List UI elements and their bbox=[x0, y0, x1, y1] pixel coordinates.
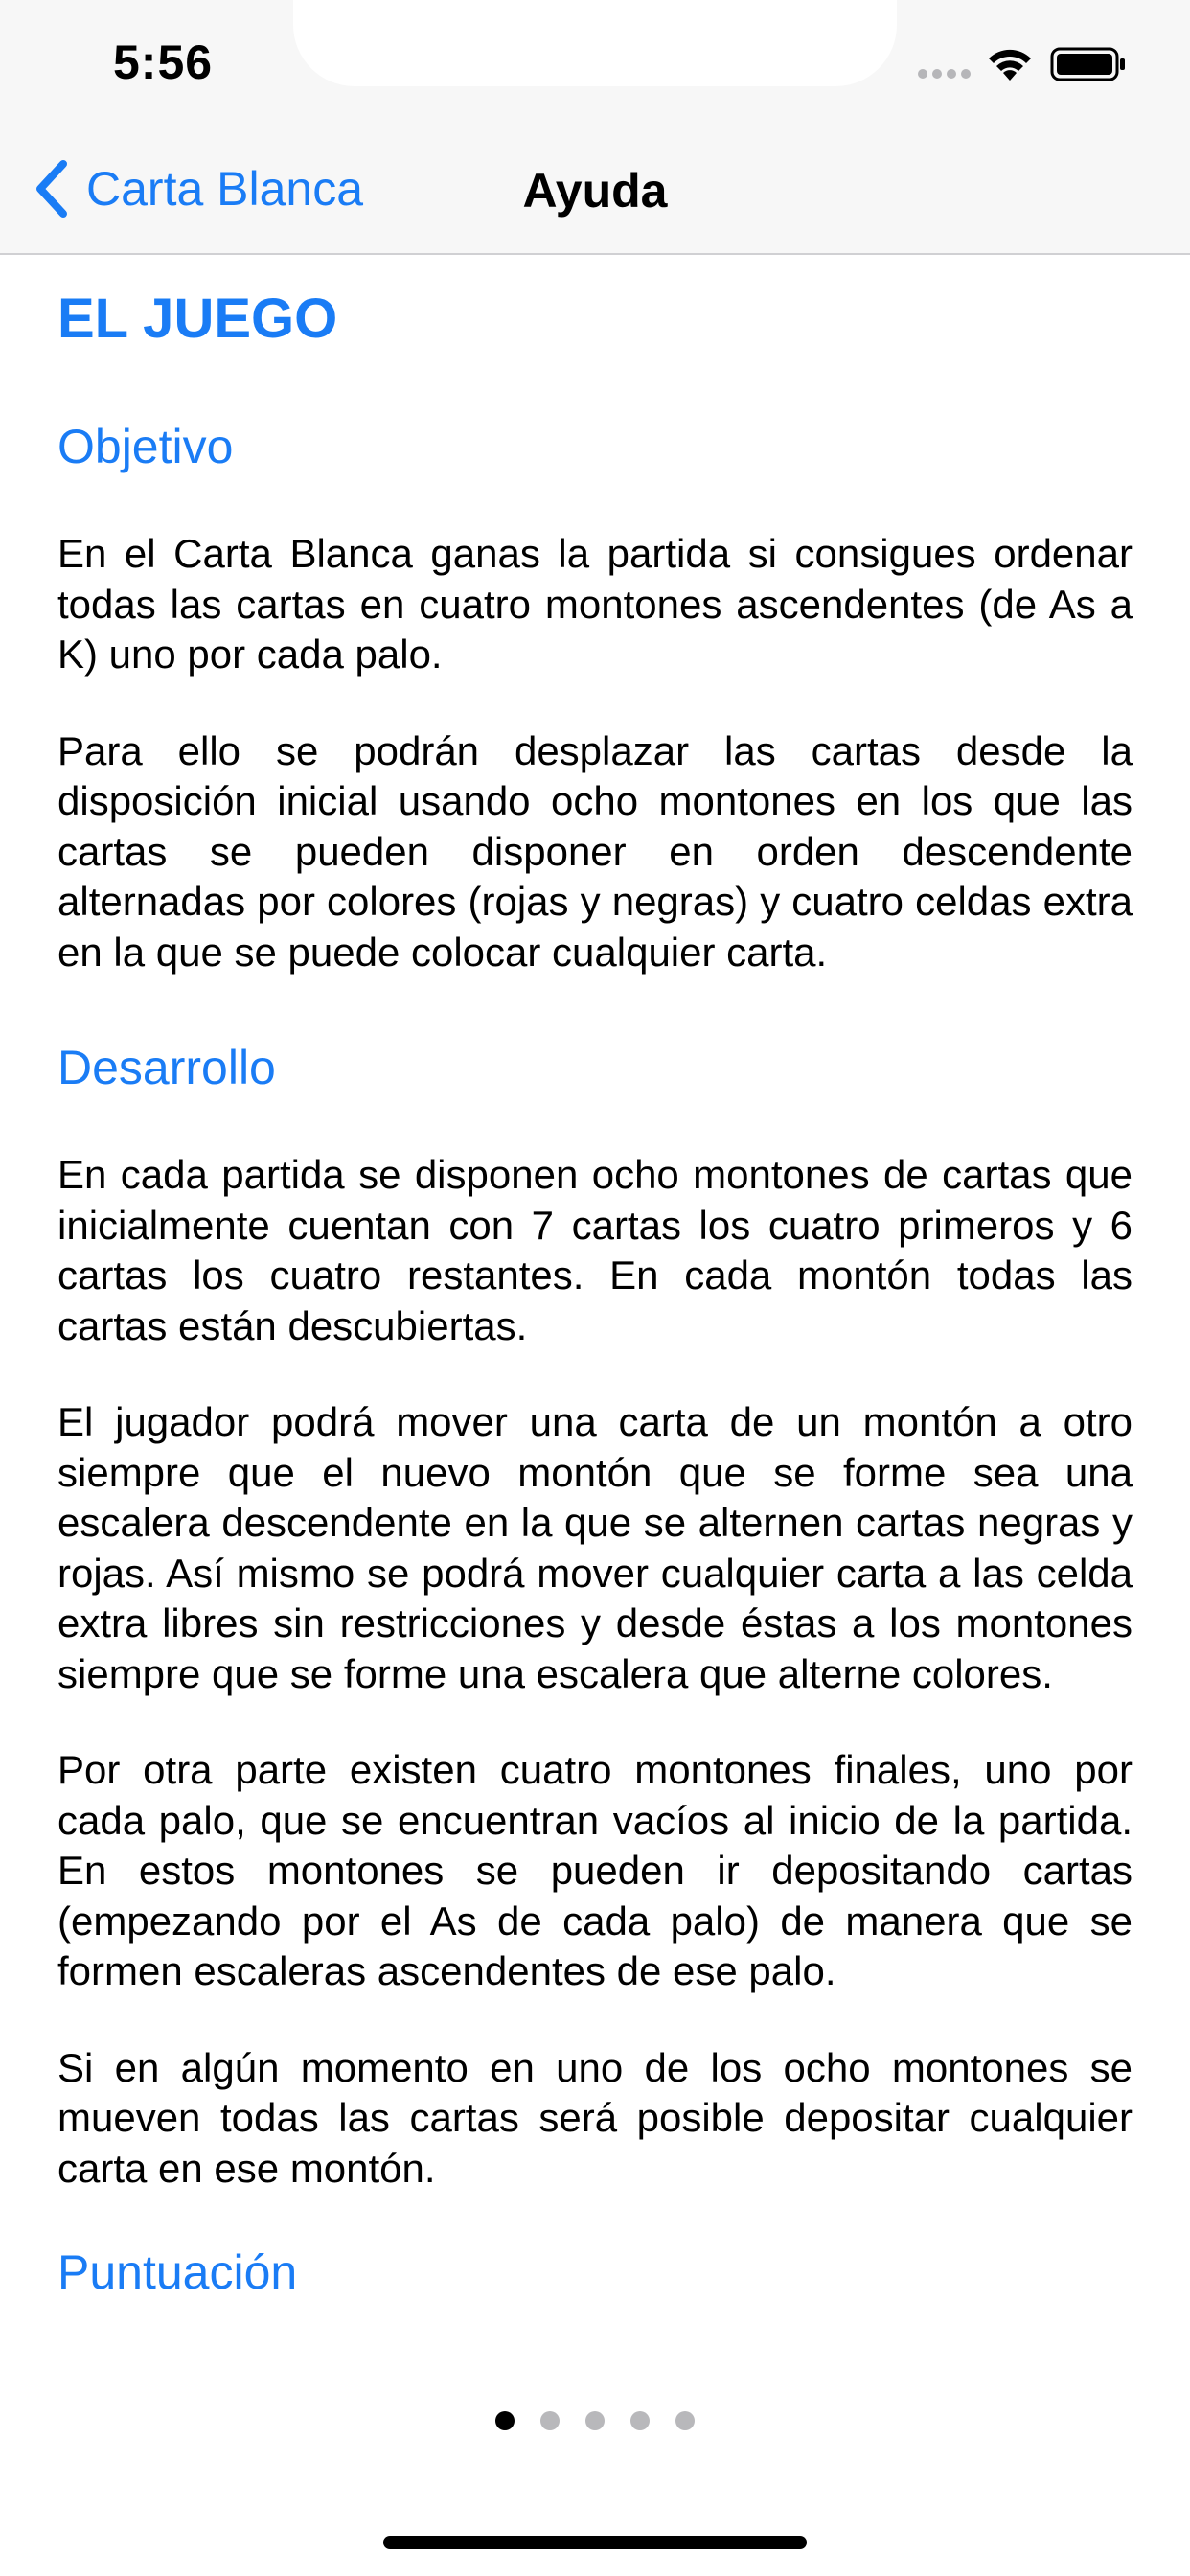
help-content[interactable] bbox=[57, 255, 1133, 2315]
device-notch bbox=[293, 0, 897, 86]
heading-objetivo: Objetivo bbox=[57, 420, 234, 473]
page-control[interactable] bbox=[0, 2411, 1190, 2430]
battery-icon bbox=[1050, 46, 1127, 82]
page-dot-3[interactable] bbox=[585, 2411, 605, 2430]
heading-desarrollo: Desarrollo bbox=[57, 1041, 276, 1094]
page-dot-1[interactable] bbox=[495, 2411, 515, 2430]
navigation-header bbox=[0, 0, 1190, 255]
heading-next-section: Puntuación bbox=[57, 2245, 298, 2299]
status-time: 5:56 bbox=[113, 35, 214, 89]
home-indicator[interactable] bbox=[383, 2536, 807, 2549]
page-dot-2[interactable] bbox=[540, 2411, 560, 2430]
paragraph: El jugador podrá mover una carta de un montón a otro siempre que el nuevo montón que se forme sea una escalera descendente en la que se alternen cartas negras y rojas. Así mismo se podrá mover cualquier carta a las celda extra libres sin restricciones y desde éstas a los montones siempre que se forme una escalera que alterne colores. bbox=[57, 1399, 1133, 1696]
paragraph: En cada partida se disponen ocho montones de cartas que inicialmente cuentan con 7 cartas los cuatro primeros y 6 cartas los cuatro restantes. En cada montón todas las cartas están descubiertas. bbox=[57, 1152, 1133, 1348]
section-title: EL JUEGO bbox=[57, 288, 338, 350]
wifi-icon bbox=[985, 44, 1035, 82]
paragraph: Si en algún momento en uno de los ocho montones se mueven todas las cartas será posible depositar cualquier carta en ese montón. bbox=[57, 2044, 1133, 2191]
signal-icon bbox=[918, 69, 972, 79]
page-title: Ayuda bbox=[522, 164, 668, 218]
paragraph: Para ello se podrán desplazar las cartas desde la disposición inicial usando ocho montones en los que las cartas se pueden disponer en orden descendente alternadas por colores (rojas y negras) y cuatro celdas extra en la que se puede colocar cualquier carta. bbox=[57, 727, 1133, 975]
page-dot-4[interactable] bbox=[630, 2411, 650, 2430]
paragraph: En el Carta Blanca ganas la partida si consigues ordenar todas las cartas en cuatro montones ascendentes (de As a K) uno por cada palo. bbox=[57, 531, 1133, 677]
back-button-label: Carta Blanca bbox=[86, 162, 364, 216]
page-dot-5[interactable] bbox=[675, 2411, 695, 2430]
paragraph: Por otra parte existen cuatro montones finales, uno por cada palo, que se encuentran vacíos al inicio de la partida. En estos montones se pueden ir depositando cartas (empezando por el As de cada palo) de manera que se formen escaleras ascendentes de ese palo. bbox=[57, 1747, 1133, 1993]
